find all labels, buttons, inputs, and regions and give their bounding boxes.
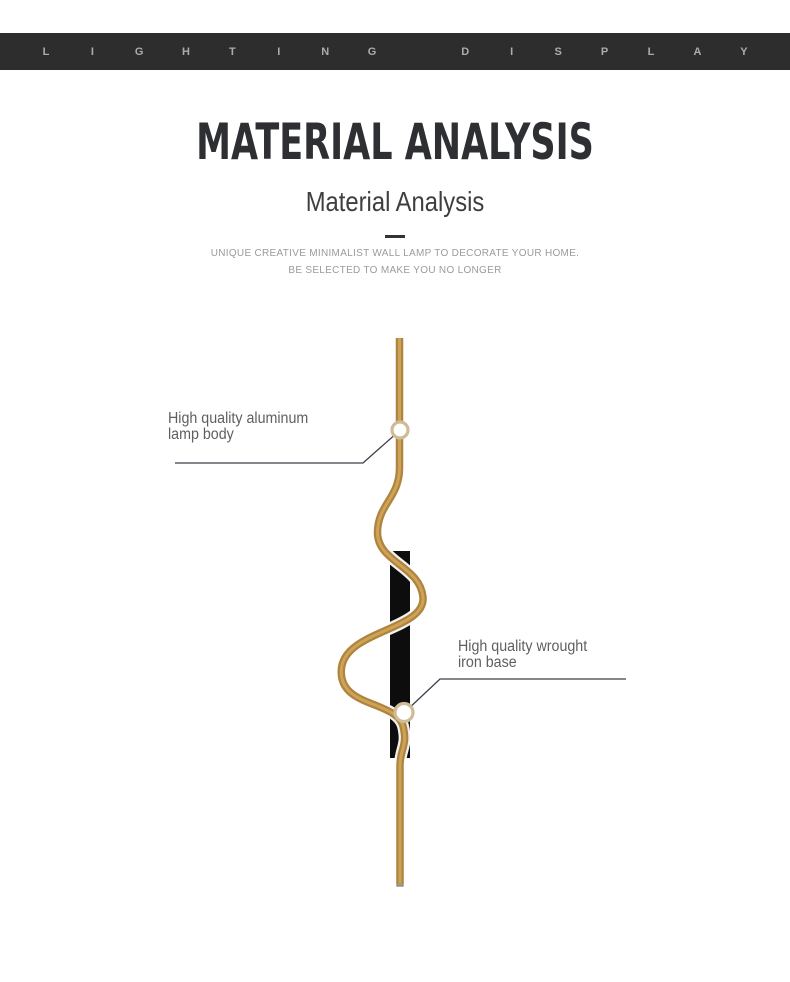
banner-letter: L xyxy=(42,45,50,58)
callout-label-lamp-body-line1: High quality aluminum xyxy=(168,410,309,427)
banner-letter: G xyxy=(367,45,377,58)
banner-letter: Y xyxy=(740,45,748,58)
callout-label-lamp-body-line2: lamp body xyxy=(168,426,234,443)
banner-letter: I xyxy=(510,45,514,58)
banner-letter: I xyxy=(277,45,281,58)
page-title: MATERIAL ANALYSIS xyxy=(196,113,594,171)
leader-line-iron-base xyxy=(406,679,626,711)
page-subtitle: Material Analysis xyxy=(305,186,485,217)
banner-letter: L xyxy=(647,45,655,58)
callout-label-lamp-body xyxy=(168,411,308,443)
callout-marker-iron-base xyxy=(395,704,413,722)
callout-marker-lamp-body xyxy=(392,422,408,438)
banner-letter: T xyxy=(229,45,236,58)
banner-letter: G xyxy=(134,45,144,58)
banner-letter: S xyxy=(554,45,562,58)
callout-label-iron-base xyxy=(458,639,587,671)
banner-letter: P xyxy=(600,45,609,58)
banner-letter: D xyxy=(461,45,470,58)
callout-label-iron-base-line2: iron base xyxy=(458,654,517,671)
banner-letter: A xyxy=(693,45,702,58)
banner-letter: N xyxy=(321,45,330,58)
callout-label-iron-base-line1: High quality wrought xyxy=(458,638,588,655)
lamp-tube-tip xyxy=(397,883,404,887)
tagline-line1: UNIQUE CREATIVE MINIMALIST WALL LAMP TO DECORATE YOUR HOME. xyxy=(210,248,580,259)
banner-letter: H xyxy=(181,45,190,58)
banner-letter: I xyxy=(90,45,94,58)
lamp-tube-halo xyxy=(341,338,423,886)
tagline-line2: BE SELECTED TO MAKE YOU NO LONGER xyxy=(288,265,502,276)
